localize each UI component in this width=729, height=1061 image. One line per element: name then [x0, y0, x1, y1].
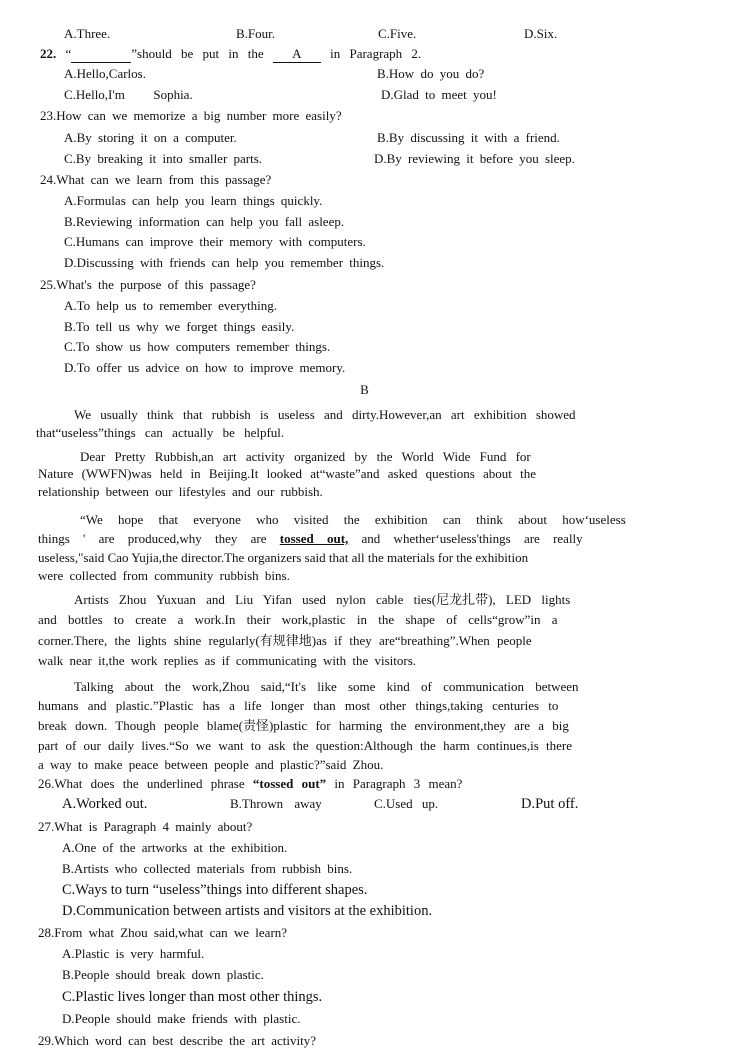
q27-option-d[interactable]: D.Communication between artists and visitors at the exhibition. — [62, 903, 433, 919]
q25-option-a[interactable]: A.To help us to remember everything. — [64, 298, 278, 313]
q27-option-c[interactable]: C.Ways to turn “useless”things into different shapes. — [62, 882, 368, 898]
q28-option-d[interactable]: D.People should make friends with plastic. — [62, 1011, 301, 1026]
q25-option-b[interactable]: B.To tell us why we forget things easily. — [64, 319, 295, 334]
q26-stem — [38, 776, 462, 792]
passage-p3-line-1: “We hope that everyone who visited the exhibition can think about how‘useless — [80, 512, 626, 527]
passage-p3-line-2 — [38, 531, 583, 547]
blank-answer-letter: A — [273, 46, 321, 63]
passage-p4-line-3: corner.There, the lights shine regularly(有规律地)as if they are“breathing”.When people — [38, 633, 532, 648]
q24-option-a[interactable]: A.Formulas can help you learn things quickly. — [64, 193, 323, 208]
q26-option-b[interactable]: B.Thrown away — [230, 796, 322, 811]
q21-option-c[interactable]: C.Five. — [378, 26, 417, 41]
q26-stem-phrase: “tossed out” — [252, 776, 327, 791]
q26-option-c[interactable]: C.Used up. — [374, 796, 439, 811]
passage-p5-line-1: Talking about the work,Zhou said,“It's like some kind of communication between — [74, 679, 579, 694]
q23-option-c[interactable]: C.By breaking it into smaller parts. — [64, 151, 263, 166]
passage-p2-line-1: Dear Pretty Rubbish,an art activity organized by the World Wide Fund for — [80, 449, 531, 464]
q28-stem: 28.From what Zhou said,what can we learn? — [38, 925, 288, 940]
q23-option-b[interactable]: B.By discussing it with a friend. — [377, 130, 560, 145]
passage-p1-line-1: We usually think that rubbish is useless and dirty.However,an art exhibition showed — [74, 407, 576, 422]
q22-stem-text: ”should be put in the — [131, 46, 264, 61]
q24-option-c[interactable]: C.Humans can improve their memory with computers. — [64, 234, 366, 249]
q23-stem: 23.How can we memorize a big number more easily? — [40, 108, 342, 123]
q26-option-d[interactable]: D.Put off. — [521, 796, 579, 812]
answer-blank[interactable] — [71, 46, 131, 63]
q22-option-b[interactable]: B.How do you do? — [377, 66, 485, 81]
passage-p5-line-3: break down. Though people blame(责怪)plastic for harming the environment,they are a big — [38, 718, 569, 733]
q21-option-d[interactable]: D.Six. — [524, 26, 558, 41]
passage-p4-line-2: and bottles to create a work.In their work,plastic in the shape of cells“grow”in a — [38, 612, 558, 627]
q22-stem — [40, 46, 421, 63]
passage-p5-line-4: part of our daily lives.“So we want to ask the question:Although the harm continues,is there — [38, 738, 573, 753]
open-quote: “ — [65, 46, 72, 61]
q22-stem-end: in Paragraph 2. — [330, 46, 422, 61]
q22-option-c-text: C.Hello,I'm — [64, 87, 125, 102]
passage-p3-line-2-end: and whether‘useless'things are really — [361, 531, 583, 546]
q28-option-b[interactable]: B.People should break down plastic. — [62, 967, 264, 982]
question-number: 22. — [40, 46, 57, 61]
q26-option-a[interactable]: A.Worked out. — [62, 796, 148, 812]
q21-option-b[interactable]: B.Four. — [236, 26, 276, 41]
passage-p2-line-2: Nature (WWFN)was held in Beijing.It looked at“waste”and asked questions about the — [38, 466, 537, 481]
passage-p3-line-4: were collected from community rubbish bins. — [38, 568, 290, 583]
q26-stem-start: 26.What does the underlined phrase — [38, 776, 245, 791]
q24-stem: 24.What can we learn from this passage? — [40, 172, 272, 187]
q27-stem: 27.What is Paragraph 4 mainly about? — [38, 819, 253, 834]
q25-option-c[interactable]: C.To show us how computers remember things. — [64, 339, 331, 354]
q21-option-a[interactable]: A.Three. — [64, 26, 111, 41]
passage-p3-line-3: useless,"said Cao Yujia,the director.The organizers said that all the materials for the exhibition — [38, 550, 529, 565]
q23-option-a[interactable]: A.By storing it on a computer. — [64, 130, 237, 145]
passage-p5-line-5: a way to make peace between people and plastic?”said Zhou. — [38, 757, 384, 772]
passage-p1-line-2: that“useless”things can actually be helpful. — [36, 425, 285, 440]
q28-option-a[interactable]: A.Plastic is very harmful. — [62, 946, 205, 961]
q25-stem: 25.What's the purpose of this passage? — [40, 277, 256, 292]
passage-p3-line-2-start: things ' are produced,why they are — [38, 531, 267, 546]
section-heading: B — [360, 382, 369, 397]
q24-option-b[interactable]: B.Reviewing information can help you fall asleep. — [64, 214, 345, 229]
q27-option-a[interactable]: A.One of the artworks at the exhibition. — [62, 840, 288, 855]
q25-option-d[interactable]: D.To offer us advice on how to improve memory. — [64, 360, 346, 375]
q23-option-d[interactable]: D.By reviewing it before you sleep. — [374, 151, 575, 166]
q27-option-b[interactable]: B.Artists who collected materials from rubbish bins. — [62, 861, 353, 876]
underlined-phrase: tossed out, — [279, 531, 349, 546]
passage-p2-line-3: relationship between our lifestyles and our rubbish. — [38, 484, 323, 499]
q24-option-d[interactable]: D.Discussing with friends can help you remember things. — [64, 255, 385, 270]
q26-stem-end: in Paragraph 3 mean? — [334, 776, 463, 791]
q28-option-c[interactable]: C.Plastic lives longer than most other things. — [62, 989, 323, 1005]
q22-option-d[interactable]: D.Glad to meet you! — [381, 87, 497, 102]
passage-p5-line-2: humans and plastic.”Plastic has a life longer than most other things,taking centuries to — [38, 698, 559, 713]
q22-option-a[interactable]: A.Hello,Carlos. — [64, 66, 146, 81]
passage-p4-line-4: walk near it,the work replies as if communicating with the visitors. — [38, 653, 417, 668]
q22-option-c[interactable] — [64, 87, 193, 103]
passage-p4-line-1: Artists Zhou Yuxuan and Liu Yifan used nylon cable ties(尼龙扎带), LED lights — [74, 592, 571, 607]
q22-option-c-name: Sophia. — [153, 87, 193, 102]
q29-stem: 29.Which word can best describe the art activity? — [38, 1033, 317, 1048]
